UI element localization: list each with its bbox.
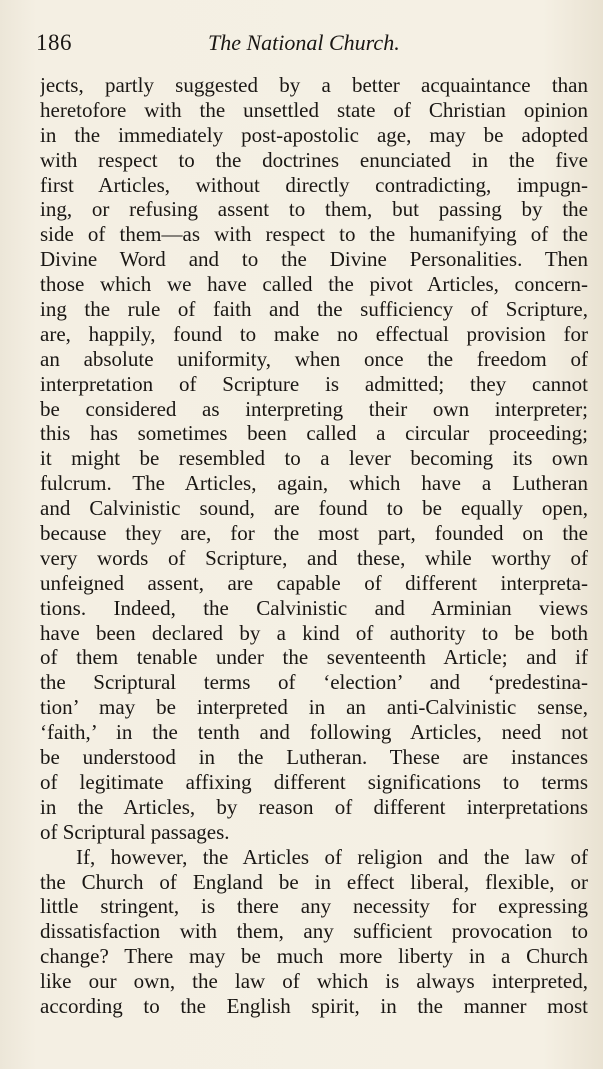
text-line: in the Articles, by reason of different interpretations <box>40 794 588 819</box>
text-line: be understood in the Lutheran. These are instances <box>40 745 588 770</box>
text-line: heretofore with the unsettled state of Christian opinion <box>40 97 588 122</box>
text-line: have been declared by a kind of authority to be both <box>40 620 588 645</box>
text-line: change? There may be much more liberty in a Church <box>40 944 588 969</box>
text-line: jects, partly suggested by a better acquaintance than <box>40 73 588 97</box>
text-line: and Calvinistic sound, are found to be equally open, <box>40 496 588 521</box>
text-line: unfeigned assent, are capable of different interpreta- <box>40 570 588 595</box>
text-line: of Scriptural passages. <box>40 819 230 844</box>
text-line: tions. Indeed, the Calvinistic and Arminian views <box>40 595 588 620</box>
running-title: The National Church. <box>208 30 400 55</box>
text-line: according to the English spirit, in the manner most <box>40 993 588 1018</box>
page-header <box>0 30 603 64</box>
text-line: If, however, the Articles of religion and the law of <box>76 844 588 869</box>
text-line: of legitimate affixing different significations to terms <box>40 769 588 794</box>
text-line: because they are, for the most part, founded on the <box>40 521 588 546</box>
text-line: this has sometimes been called a circular proceeding; <box>40 421 588 446</box>
text-line: dissatisfaction with them, any sufficient provocation to <box>40 919 588 944</box>
text-line: interpretation of Scripture is admitted; they cannot <box>40 371 588 396</box>
text-line: with respect to the doctrines enunciated in the five <box>40 147 588 172</box>
text-line: ing, or refusing assent to them, but passing by the <box>40 197 588 222</box>
text-line: be considered as interpreting their own interpreter; <box>40 396 588 421</box>
text-line: fulcrum. The Articles, again, which have a Lutheran <box>40 471 588 496</box>
text-line: those which we have called the pivot Articles, concern- <box>40 272 588 297</box>
text-line: it might be resembled to a lever becoming its own <box>40 446 588 471</box>
text-line: the Scriptural terms of ‘election’ and ‘predestina- <box>40 670 588 695</box>
text-line: ‘faith,’ in the tenth and following Articles, need not <box>40 720 588 745</box>
text-line: side of them—as with respect to the humanifying of the <box>40 222 588 247</box>
text-line: of them tenable under the seventeenth Article; and if <box>40 645 588 670</box>
text-line: ing the rule of faith and the sufficiency of Scripture, <box>40 297 588 322</box>
page-number: 186 <box>36 30 72 55</box>
text-line: little stringent, is there any necessity for expressing <box>40 894 588 919</box>
text-line: tion’ may be interpreted in an anti-Calvinistic sense, <box>40 695 588 720</box>
text-line: like our own, the law of which is always interpreted, <box>40 969 588 994</box>
text-line: very words of Scripture, and these, while worthy of <box>40 545 588 570</box>
text-line: Divine Word and to the Divine Personalities. Then <box>40 247 588 272</box>
text-line: in the immediately post-apostolic age, may be adopted <box>40 122 588 147</box>
text-line: are, happily, found to make no effectual provision for <box>40 321 588 346</box>
text-line: the Church of England be in effect liberal, flexible, or <box>40 869 588 894</box>
text-line: an absolute uniformity, when once the freedom of <box>40 346 588 371</box>
body-text <box>40 73 588 1019</box>
text-line: first Articles, without directly contradicting, impugn- <box>40 172 588 197</box>
